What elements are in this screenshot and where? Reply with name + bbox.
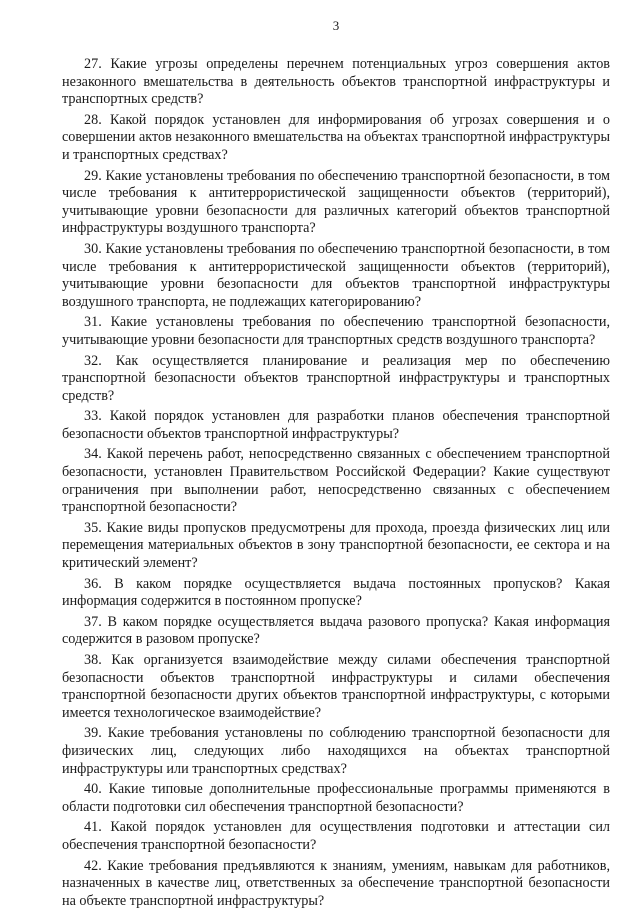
question-39: 39. Какие требования установлены по соблюдению транспортной безопасности для физических лиц, следующих либо находящихся на объектах транспортной инфраструктуры или транспортных средствах? <box>62 725 610 777</box>
question-36: 36. В каком порядке осуществляется выдача постоянных пропусков? Какая информация содержится в постоянном пропуске? <box>62 575 610 610</box>
question-38: 38. Как организуется взаимодействие между силами обеспечения транспортной безопасности объектов транспортной инфраструктуры и силами обеспечения транспортной безопасности других объектов транспортной инфраструктуры, с которыми имеется технологическое взаимодействие? <box>62 652 610 721</box>
question-32: 32. Как осуществляется планирование и реализация мер по обеспечению транспортной безопасности объектов транспортной инфраструктуры и транспортных средств? <box>62 352 610 404</box>
question-list <box>62 56 610 910</box>
question-27: 27. Какие угрозы определены перечнем потенциальных угроз совершения актов незаконного вмешательства в деятельность объектов транспортной инфраструктуры и транспортных средств? <box>62 56 610 108</box>
question-41: 41. Какой порядок установлен для осуществления подготовки и аттестации сил обеспечения транспортной безопасности? <box>62 819 610 853</box>
question-34: 34. Какой перечень работ, непосредственно связанных с обеспечением транспортной безопасности, установлен Правительством Российской Федерации? Какие существуют ограничения при выполнении работ, непосредственно связанных с обеспечением транспортной безопасности? <box>62 446 610 516</box>
question-29: 29. Какие установлены требования по обеспечению транспортной безопасности, в том числе требования к антитеррористической защищенности объектов (территорий), учитывающие уровни безопасности для различных категорий объектов транспортной инфраструктуры воздушного транспорта? <box>62 167 610 237</box>
question-30: 30. Какие установлены требования по обеспечению транспортной безопасности, в том числе требования к антитеррористической защищенности объектов (территорий), учитывающие уровни безопасности для объектов транспортной инфраструктуры воздушного транспорта, не подлежащих категорированию? <box>62 240 610 310</box>
question-40: 40. Какие типовые дополнительные профессиональные программы применяются в области подготовки сил обеспечения транспортной безопасности? <box>62 781 610 815</box>
question-37: 37. В каком порядке осуществляется выдача разового пропуска? Какая информация содержится в разовом пропуске? <box>62 613 610 648</box>
question-33: 33. Какой порядок установлен для разработки планов обеспечения транспортной безопасности объектов транспортной инфраструктуры? <box>62 408 610 442</box>
question-35: 35. Какие виды пропусков предусмотрены для прохода, проезда физических лиц или перемещения материальных объектов в зону транспортной безопасности, ее сектора и на критический элемент? <box>62 519 610 572</box>
question-42: 42. Какие требования предъявляются к знаниям, умениям, навыкам для работников, назначенных в качестве лиц, ответственных за обеспечение транспортной безопасности на объекте транспортной инфраструктуры? <box>62 857 610 909</box>
page-number: 3 <box>332 18 340 33</box>
question-31: 31. Какие установлены требования по обеспечению транспортной безопасности, учитывающие уровни безопасности для транспортных средств воздушного транспорта? <box>62 314 610 348</box>
question-28: 28. Какой порядок установлен для информирования об угрозах совершения и о совершении актов незаконного вмешательства на объектах транспортной инфраструктуры и транспортных средствах? <box>62 111 610 163</box>
